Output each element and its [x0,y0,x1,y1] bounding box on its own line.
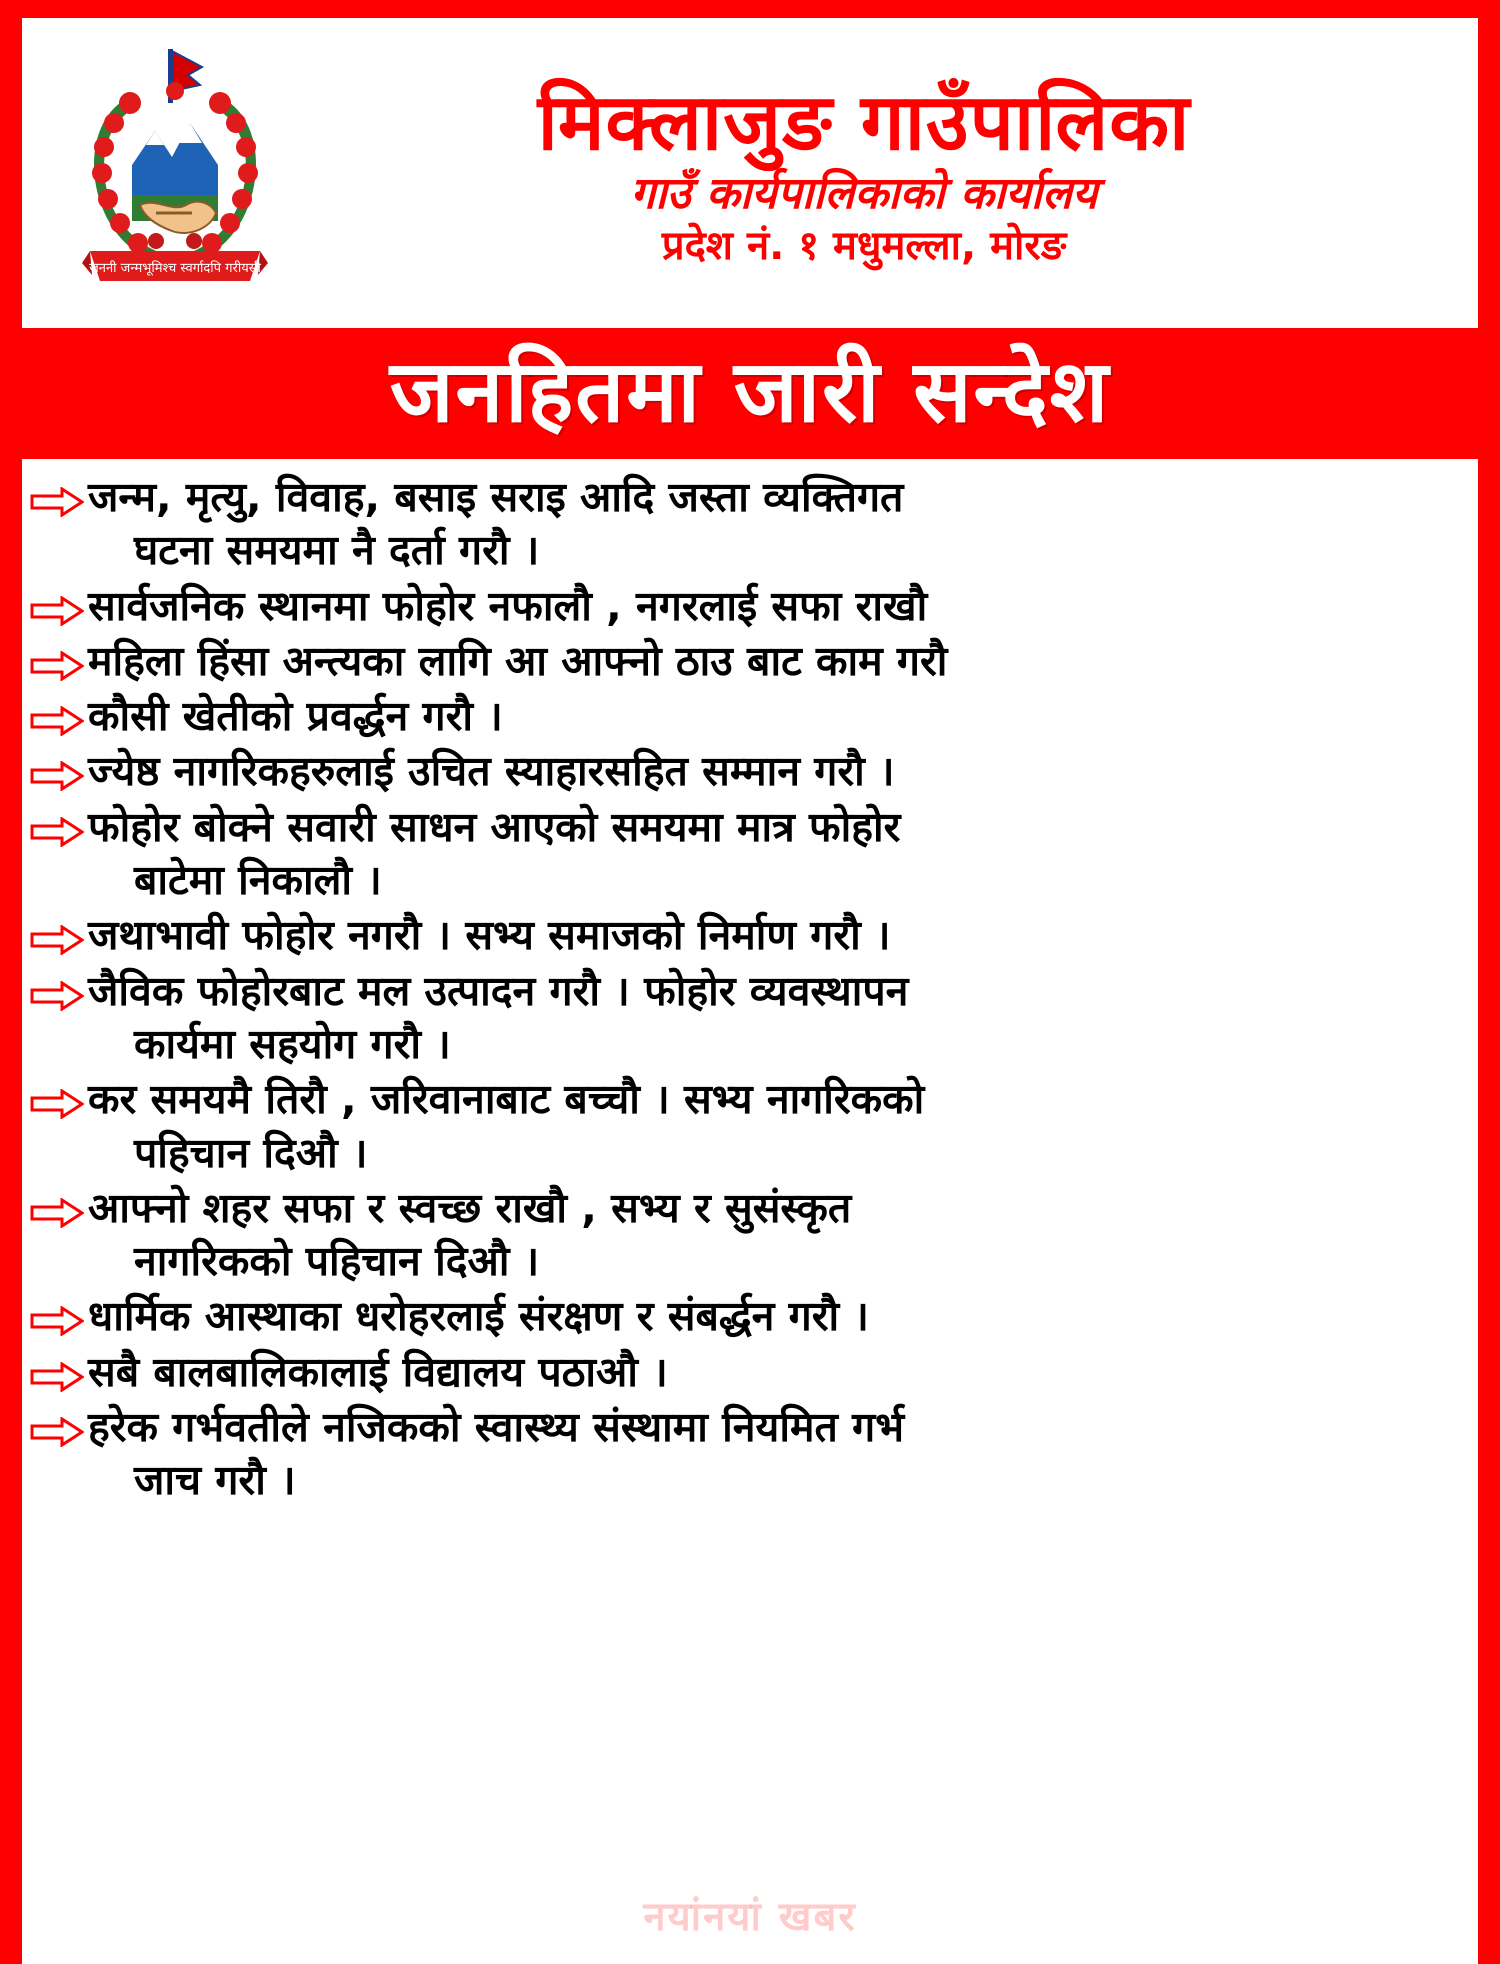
message-text: कौसी खेतीको प्रवर्द्धन गरौ । [88,692,503,741]
header-text-block [290,77,1478,270]
poster-title: जनहितमा जारी सन्देश [22,328,1478,459]
message-text: हरेक गर्भवतीले नजिकको स्वास्थ्य संस्थामा नियमित गर्भ जाच गरौ । [88,1403,905,1505]
arrow-right-icon [30,471,86,517]
arrow-right-icon [30,690,86,736]
office-name: गाउँ कार्यपालिकाको कार्यालय [630,167,1098,219]
municipality-name: मिक्लाजुङ गाउँपालिका [537,77,1191,168]
list-item [30,1290,1464,1343]
list-item [30,1401,1464,1508]
list-item [30,965,1464,1072]
list-item [30,580,1464,633]
message-text: ज्येष्ठ नागरिकहरुलाई उचित स्याहारसहित सम्मान गरौ । [88,747,895,796]
arrow-right-icon [30,909,86,955]
list-item [30,690,1464,743]
list-item [30,1182,1464,1289]
message-text: सार्वजनिक स्थानमा फोहोर नफालौ , नगरलाई सफा राखौ [88,581,928,630]
arrow-right-icon [30,1401,86,1447]
arrow-right-icon [30,745,86,791]
arrow-right-icon [30,635,86,681]
arrow-right-icon [30,1073,86,1119]
message-text: सबै बालबालिकालाई विद्यालय पठाऔ । [88,1347,668,1396]
message-text: कर समयमै तिरौ , जरिवानाबाट बच्चौ । सभ्य नागरिकको पहिचान दिऔ । [88,1075,925,1177]
message-list [22,459,1478,1964]
nepal-government-emblem-icon [60,45,290,305]
message-text: जैविक फोहोरबाट मल उत्पादन गरौ । फोहोर व्यवस्थापन कार्यमा सहयोग गरौ । [88,966,909,1068]
arrow-right-icon [30,1182,86,1228]
office-address: प्रदेश नं. १ मधुमल्ला, मोरङ [661,223,1067,270]
message-text: महिला हिंसा अन्त्यका लागि आ आफ्नो ठाउ बाट काम गरौ [88,636,948,685]
list-item [30,909,1464,962]
list-item [30,471,1464,578]
arrow-right-icon [30,1290,86,1336]
list-item [30,1073,1464,1180]
list-item [30,635,1464,688]
arrow-right-icon [30,965,86,1011]
poster-header [22,18,1478,328]
arrow-right-icon [30,1346,86,1392]
list-item [30,745,1464,798]
arrow-right-icon [30,580,86,626]
message-text: धार्मिक आस्थाका धरोहरलाई संरक्षण र संबर्द्धन गरौ । [88,1292,869,1341]
arrow-right-icon [30,801,86,847]
watermark-text: नयांनयां खबर [643,1894,857,1940]
message-text: आफ्नो शहर सफा र स्वच्छ राखौ , सभ्य र सुसंस्कृत नागरिकको पहिचान दिऔ । [88,1183,852,1286]
message-text: फोहोर बोक्ने सवारी साधन आएको समयमा मात्र फोहोर बाटेमा निकालौ । [88,802,901,905]
message-text: जन्म, मृत्यु, विवाह, बसाइ सराइ आदि जस्ता व्यक्तिगत घटना समयमा नै दर्ता गरौ । [88,473,904,575]
svg-text:जननी जन्मभूमिश्च स्वर्गादपि गर: जननी जन्मभूमिश्च स्वर्गादपि गरीयसी [89,261,261,276]
message-text: जथाभावी फोहोर नगरौ । सभ्य समाजको निर्माण गरौ । [88,911,891,960]
list-item [30,1346,1464,1399]
list-item [30,801,1464,908]
